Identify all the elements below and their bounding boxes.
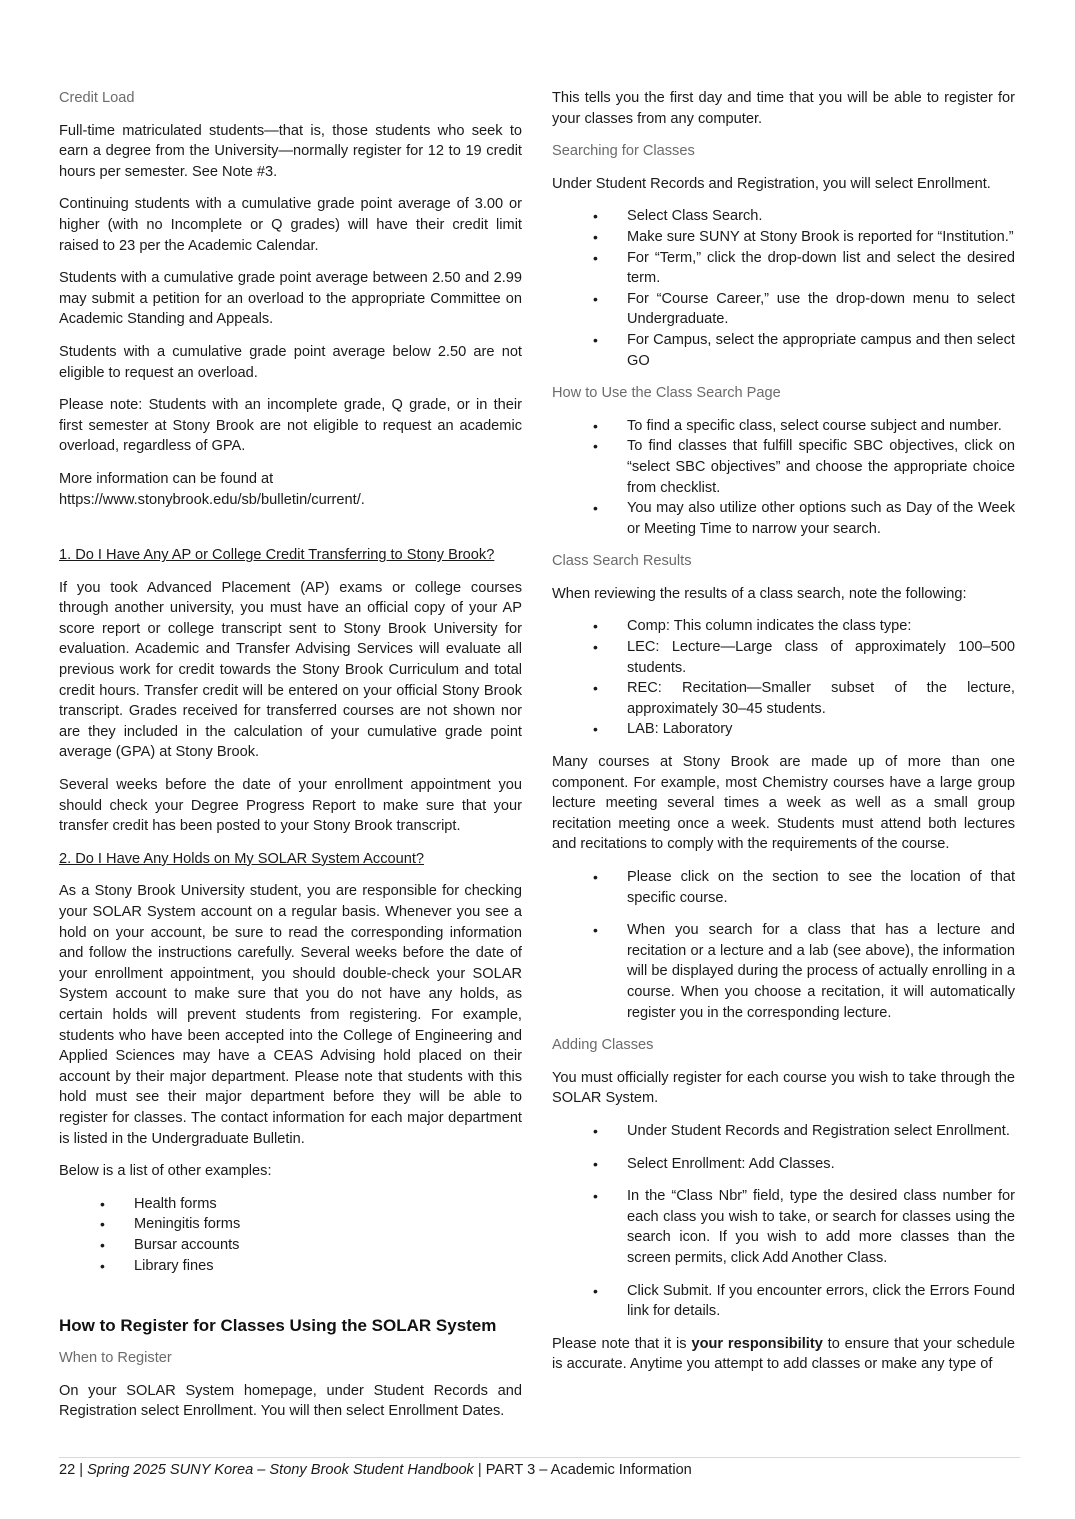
credit-load-paragraph: Students with a cumulative grade point average between 2.50 and 2.99 may submit a petition for an overload to the appropriate Committee on Academic Standing and Appeals. [59,270,522,328]
class-search-page-heading: How to Use the Class Search Page [552,385,781,402]
credit-load-paragraph: Please note: Students with an incomplete grade, Q grade, or in their first semester at Stony Brook are not eligible to request an academic overload, regardless of GPA. [59,397,522,455]
responsibility-text: Please note that it is [552,1335,692,1352]
class-search-results-heading: Class Search Results [552,553,692,570]
footer-separator: | [75,1462,88,1478]
credit-load-paragraph: Continuing students with a cumulative grade point average of 3.00 or higher (with no Incomplete or Q grades) will have their credit limit raised to 23 per the Academic Calendar. [59,196,522,254]
list-item: • Library fines [134,1256,522,1277]
when-to-register-heading: When to Register [59,1350,172,1367]
class-search-tips-list [552,416,1015,540]
footer-divider [59,1457,1020,1458]
class-types-list [552,616,1015,740]
list-item: • When you search for a class that has a lecture and recitation or a lecture and a lab (see above), the information will be displayed during the process of actually enrolling in a course. When you choose a recitation, it will automatically register you in the corresponding lecture. [627,920,1015,1023]
list-item: • Make sure SUNY at Stony Brook is reported for “Institution.” [627,227,1015,248]
more-info-paragraph [59,469,522,510]
footer-separator: | [473,1462,486,1478]
list-item: • Comp: This column indicates the class type: [627,616,1015,637]
section-notes-list [552,867,1015,1023]
responsibility-text: to ensure that your schedule is accurate. Anytime you attempt to add classes or make any type of [552,1335,1015,1373]
list-item: • Select Class Search. [627,206,1015,227]
searching-heading: Searching for Classes [552,143,695,160]
when-to-register-paragraph: This tells you the first day and time that you will be able to register for your classes from any computer. [552,90,1015,127]
left-column [59,88,522,1434]
list-item: • For “Term,” click the drop-down list and select the desired term. [627,248,1015,289]
bulletin-url: https://www.stonybrook.edu/sb/bulletin/current/. [59,491,365,508]
holds-list [59,1194,522,1276]
list-item: • You may also utilize other options such as Day of the Week or Meeting Time to narrow your search. [627,498,1015,539]
list-item: • Meningitis forms [134,1214,522,1235]
adding-classes-list [552,1121,1015,1322]
list-item: • Please click on the section to see the location of that specific course. [627,867,1015,908]
credit-load-paragraph: Full-time matriculated students—that is, those students who seek to earn a degree from the University—normally register for 12 to 19 credit hours per semester. See Note #3. [59,122,522,180]
adding-classes-paragraph: You must officially register for each course you wish to take through the SOLAR System. [552,1069,1015,1107]
list-item: • To find classes that fulfill specific SBC objectives, click on “select SBC objectives” and choose the appropriate choice from checklist. [627,436,1015,498]
list-item: • Click Submit. If you encounter errors, click the Errors Found link for details. [627,1281,1015,1322]
list-item: • To find a specific class, select course subject and number. [627,416,1015,437]
section-title: PART 3 – Academic Information [485,1462,692,1478]
question-2-heading: 2. Do I Have Any Holds on My SOLAR System Account? [59,850,425,867]
responsibility-emphasis: your responsibility [691,1335,823,1352]
list-item: • REC: Recitation—Smaller subset of the lecture, approximately 30–45 students. [627,678,1015,719]
list-item: • For Campus, select the appropriate campus and then select GO [627,330,1015,371]
list-item: • Health forms [134,1194,522,1215]
credit-load-heading: Credit Load [59,90,135,106]
handbook-title: Spring 2025 SUNY Korea – Stony Brook Student Handbook [87,1462,474,1478]
holds-paragraph: Below is a list of other examples: [59,1163,272,1180]
list-item: • In the “Class Nbr” field, type the desired class number for each class you wish to take, or search for classes using the search icon. If you wish to add more classes than the screen permits, click Add Another Class. [627,1186,1015,1268]
results-paragraph: Many courses at Stony Brook are made up of more than one component. For example, most Chemistry courses have a large group lecture meeting several times a week as well as a small group recitation meeting once a week. Students must attend both lectures and recitations to comply with the requirements of the course. [552,754,1015,853]
holds-paragraph: As a Stony Brook University student, you are responsible for checking your SOLAR System account on a regular basis. Whenever you see a hold on your account, be sure to read the corresponding information and follow the instructions carefully. Several weeks before the date of your enrollment appointment, you should double-check your SOLAR System account to make sure that you do not have any holds, as certain holds will prevent students from registering. For example, students who have been accepted into the College of Engineering and Applied Sciences may have a CEAS Advising hold placed on their account by their major department. Please note that students with this hold must see their major department before they will be able to register for classes. The contact information for each major department is listed in the Undergraduate Bulletin. [59,883,522,1147]
list-item: • Select Enrollment: Add Classes. [627,1154,1015,1175]
list-item: • LAB: Laboratory [627,719,1015,740]
list-item: • Bursar accounts [134,1235,522,1256]
list-item: • LEC: Lecture—Large class of approximately 100–500 students. [627,637,1015,678]
searching-paragraph: Under Student Records and Registration, you will select Enrollment. [552,175,991,192]
right-column [552,88,1015,1387]
transfer-credit-paragraph: Several weeks before the date of your enrollment appointment you should check your Degree Progress Report to make sure that your transfer credit has been posted to your Stony Brook transcript. [59,777,522,835]
responsibility-paragraph [552,1334,1015,1375]
searching-list [552,206,1015,371]
page-number: 22 [59,1462,76,1478]
question-1-heading: 1. Do I Have Any AP or College Credit Transferring to Stony Brook? [59,547,495,564]
page-footer [59,1460,692,1480]
list-item: • For “Course Career,” use the drop-down menu to select Undergraduate. [627,289,1015,330]
more-info-text: More information can be found at [59,470,274,487]
results-paragraph: When reviewing the results of a class search, note the following: [552,585,967,602]
credit-load-paragraph: Students with a cumulative grade point average below 2.50 are not eligible to request an overload. [59,343,522,381]
transfer-credit-paragraph: If you took Advanced Placement (AP) exams or college courses through another university, you must have an official copy of your AP score report or college transcript sent to Stony Brook University for evaluation. Academic and Transfer Advising Services will evaluate all previous work for credit towards the Stony Brook Curriculum and total credit hours. Transfer credit will be entered on your official Stony Brook transcript. Grades received for transferred courses are not shown nor are they included in the calculation of your cumulative grade point average (GPA) at Stony Brook. [59,579,522,761]
when-to-register-paragraph: On your SOLAR System homepage, under Student Records and Registration select Enrollment. You will then select Enrollment Dates. [59,1382,522,1420]
register-section-heading: How to Register for Classes Using the SOLAR System [59,1316,497,1336]
list-item: • Under Student Records and Registration select Enrollment. [627,1121,1015,1142]
adding-classes-heading: Adding Classes [552,1037,654,1054]
